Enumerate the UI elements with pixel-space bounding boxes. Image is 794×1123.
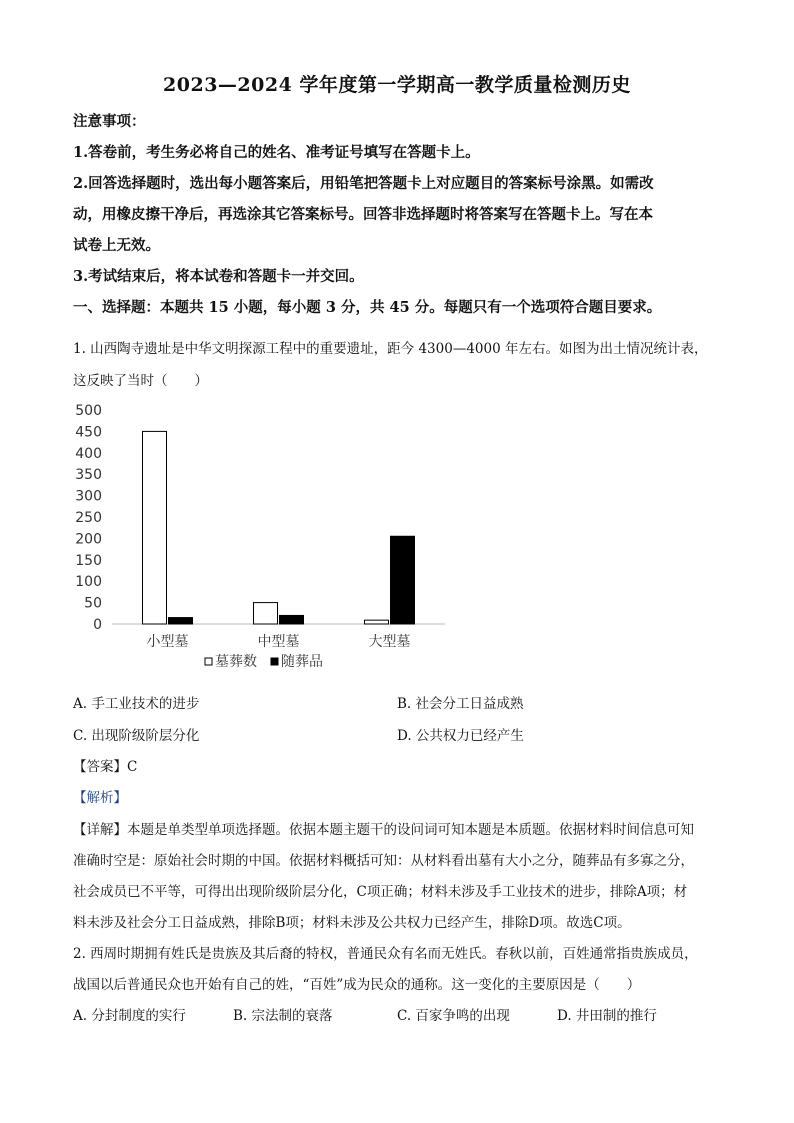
legend-swatch (205, 658, 212, 665)
question-2-stem: 2. 西周时期拥有姓氏是贵族及其后裔的特权，普通民众有名而无姓氏。春秋以前，百姓通常指贵族成员， (73, 946, 698, 962)
y-tick-label: 350 (75, 467, 102, 484)
q1-option-d: D. 公共权力已经产生 (397, 728, 524, 744)
y-tick-label: 150 (75, 552, 102, 569)
y-tick-label: 500 (75, 403, 102, 419)
bar-chart (70, 398, 470, 680)
q1-analysis-heading: 【解析】 (73, 790, 127, 806)
y-tick-label: 450 (75, 424, 102, 441)
question-1-stem-cont: 这反映了当时（ ） (73, 373, 208, 389)
notice-heading: 注意事项： (73, 113, 146, 130)
bar-tomb-count (365, 620, 389, 624)
page-title: 2023—2024 学年度第一学期高一教学质量检测历史 (163, 74, 631, 96)
notice-item: 1.答卷前，考生务必将自己的姓名、准考证号填写在答题卡上。 (73, 144, 480, 161)
y-tick-label: 400 (75, 445, 102, 462)
question-2-stem-cont: 战国以后普通民众也开始有自己的姓，“百姓”成为民众的通称。这一变化的主要原因是（ ） (73, 977, 641, 993)
q2-option-a: A. 分封制度的实行 (73, 1008, 186, 1024)
bar-burial-goods (280, 615, 304, 624)
q2-option-d: D. 井田制的推行 (557, 1008, 657, 1024)
y-tick-label: 250 (75, 510, 102, 526)
y-tick-label: 300 (75, 488, 102, 505)
bar-burial-goods (391, 536, 415, 624)
q1-option-a: A. 手工业技术的进步 (73, 696, 200, 712)
q1-answer: 【答案】C (73, 759, 138, 775)
q1-analysis-line: 【详解】本题是单类型单项选择题。依据本题主题干的设问词可知本题是本质题。依据材料时间信息可知 (73, 822, 694, 838)
q1-option-b: B. 社会分工日益成熟 (397, 696, 524, 712)
legend-swatch (271, 658, 278, 665)
legend-label: 随葬品 (281, 654, 323, 670)
y-tick-label: 50 (84, 595, 102, 612)
q1-analysis-line: 料未涉及社会分工日益成熟，排除B项；材料未涉及公共权力已经产生，排除D项。故选C项。 (73, 915, 631, 931)
bar-tomb-count (143, 431, 167, 624)
y-tick-label: 100 (75, 574, 102, 591)
q1-analysis-line: 准确时空是：原始社会时期的中国。依据材料概括可知：从材料看出墓有大小之分，随葬品有多寡之分， (73, 853, 694, 869)
q1-option-c: C. 出现阶级阶层分化 (73, 728, 200, 744)
bar-burial-goods (169, 618, 193, 624)
q2-option-b: B. 宗法制的衰落 (233, 1008, 333, 1024)
legend-label: 墓葬数 (215, 654, 257, 670)
q2-option-c: C. 百家争鸣的出现 (397, 1008, 510, 1024)
notice-item: 试卷上无效。 (73, 237, 160, 254)
section-heading: 一、选择题：本题共 15 小题，每小题 3 分，共 45 分。每题只有一个选项符合题目要求。 (73, 299, 662, 316)
y-tick-label: 0 (93, 617, 102, 633)
x-tick-label: 小型墓 (146, 634, 189, 650)
notice-item: 动，用橡皮擦干净后，再选涂其它答案标号。回答非选择题时将答案写在答题卡上。写在本 (73, 206, 653, 223)
y-tick-label: 200 (75, 531, 102, 548)
notice-item: 3.考试结束后，将本试卷和答题卡一并交回。 (73, 268, 364, 285)
question-1-stem: 1. 山西陶寺遗址是中华文明探源工程中的重要遗址，距今 4300—4000 年左右。如图为出土情况统计表， (73, 341, 708, 357)
notice-item: 2.回答选择题时，选出每小题答案后，用铅笔把答题卡上对应题目的答案标号涂黑。如需改 (73, 175, 654, 192)
bar-tomb-count (254, 603, 278, 624)
q1-analysis-line: 社会成员已不平等，可得出出现阶级阶层分化，C项正确；材料未涉及手工业技术的进步，排除A项；材 (73, 884, 688, 900)
x-tick-label: 中型墓 (257, 634, 300, 650)
x-tick-label: 大型墓 (368, 634, 411, 650)
